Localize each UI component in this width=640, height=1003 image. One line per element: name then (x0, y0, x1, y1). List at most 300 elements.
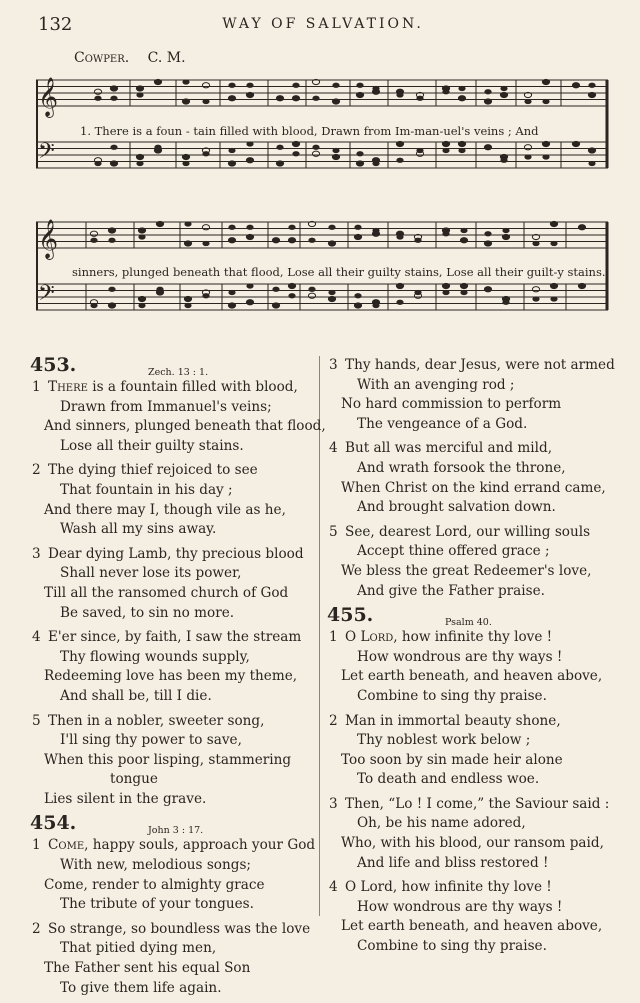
hymn-heading (30, 814, 312, 836)
note-head-icon (108, 228, 115, 233)
stanza-number: 2 (32, 462, 41, 479)
note-head-icon (246, 83, 253, 88)
note-head-icon (228, 290, 235, 295)
verse-text: Thy noblest work below ; (357, 732, 531, 749)
bass-clef-icon: 𝄢 (38, 139, 55, 169)
scripture-reference: John 3 : 17. (148, 825, 204, 837)
verse-text: Thy hands, dear Jesus, were not armed (345, 357, 615, 373)
note-head-icon (442, 283, 449, 288)
note-head-icon (396, 92, 403, 97)
stanza-number: 2 (329, 712, 338, 729)
scripture-reference: Zech. 13 : 1. (148, 367, 209, 378)
note-head-icon (578, 225, 585, 230)
note-head-icon (90, 238, 97, 243)
note-head-icon (372, 228, 379, 233)
verse-line (30, 584, 312, 604)
verse-text: Let earth beneath, and heaven above, (341, 668, 603, 685)
stanza (327, 356, 619, 434)
verse-line (30, 731, 312, 751)
verse-text: Who, with his blood, our ransom paid, (341, 835, 604, 852)
verse-line (327, 854, 619, 874)
stanza-number: 4 (32, 629, 41, 646)
note-head-icon (550, 241, 557, 246)
verse-line (30, 939, 312, 959)
note-head-icon (356, 161, 363, 166)
note-head-icon (458, 96, 465, 101)
stanza-number: 2 (32, 920, 41, 937)
verse-line (327, 898, 619, 918)
note-head-icon (182, 161, 189, 166)
verse-text: Man in immortal beauty shone, (345, 712, 561, 729)
column-divider (319, 356, 320, 916)
note-head-icon (532, 287, 539, 292)
verse-line (30, 667, 312, 687)
note-head-icon (532, 241, 539, 246)
note-head-icon (328, 225, 335, 230)
verse-text: Oh, be his name adored, (357, 815, 526, 832)
note-head-icon (416, 148, 423, 153)
note-head-icon (154, 79, 161, 84)
note-head-icon (90, 303, 97, 308)
note-head-icon (356, 151, 363, 156)
verse-text: When Christ on the kind errand came, (341, 479, 606, 496)
verse-text: And there may I, though vile as he, (44, 501, 286, 518)
verse-line (30, 437, 312, 457)
verse-line (327, 751, 619, 771)
verse-line (327, 523, 619, 543)
note-head-icon (308, 293, 315, 298)
verse-text: But all was merciful and mild, (345, 440, 553, 457)
verse-line (30, 712, 312, 732)
note-head-icon (458, 86, 465, 91)
note-head-icon (138, 303, 145, 308)
music-lyrics-line-2: sinners, plunged beneath that flood, Lose all their guilty stains, Lose all their guilt-y stains. (72, 265, 606, 279)
note-head-icon (108, 303, 115, 308)
stanza-number: 4 (329, 879, 338, 896)
left-column (30, 352, 326, 1003)
verse-text: E'er since, by faith, I saw the stream (48, 629, 302, 646)
note-head-icon (588, 161, 595, 166)
verse-text: Wash all my sins away. (60, 521, 217, 538)
note-head-icon (542, 99, 549, 104)
note-head-icon (458, 148, 465, 153)
verse-line (327, 562, 619, 582)
note-head-icon (246, 283, 253, 288)
stanza (30, 920, 312, 998)
note-head-icon (202, 99, 209, 104)
note-head-icon (354, 225, 361, 230)
note-head-icon (484, 145, 491, 150)
note-head-icon (484, 287, 491, 292)
note-head-icon (542, 154, 549, 159)
note-head-icon (228, 238, 235, 243)
verse-text: No hard commission to perform (341, 396, 562, 413)
verse-text: And life and bliss restored ! (357, 854, 549, 871)
verse-line (30, 979, 312, 999)
verse-text: Be saved, to sin no more. (60, 604, 235, 621)
verse-text: I'll sing thy power to save, (60, 732, 242, 749)
stanza (30, 378, 326, 456)
note-head-icon (108, 287, 115, 292)
note-head-icon (272, 238, 279, 243)
note-head-icon (500, 92, 507, 97)
verse-text: And shall be, till I die. (60, 687, 212, 704)
verse-text: is a fountain filled with blood, (87, 379, 298, 395)
note-head-icon (184, 221, 191, 226)
note-head-icon (94, 96, 101, 101)
verse-line (327, 376, 619, 396)
note-head-icon (184, 241, 191, 246)
note-head-icon (396, 300, 403, 305)
stanza (327, 628, 619, 706)
verse-text: With new, melodious songs; (60, 857, 252, 874)
note-head-icon (138, 228, 145, 233)
stanza-number: 3 (32, 545, 41, 562)
stanza (327, 878, 619, 956)
verse-line (30, 895, 312, 915)
verse-text: And give the Father praise. (357, 582, 545, 599)
note-head-icon (94, 89, 101, 94)
note-head-icon (442, 231, 449, 236)
verse-text: Lies silent in the grave. (44, 790, 207, 807)
note-head-icon (110, 86, 117, 91)
verse-line (327, 917, 619, 937)
verse-line (30, 604, 312, 624)
verse-text: The dying thief rejoiced to see (48, 462, 258, 479)
verse-text: Too soon by sin made heir alone (341, 751, 563, 768)
treble-clef-icon: 𝄞 (38, 219, 59, 259)
stanza-number: 5 (329, 523, 338, 540)
note-head-icon (502, 228, 509, 233)
note-head-icon (292, 96, 299, 101)
verse-line (327, 459, 619, 479)
verse-line (30, 545, 312, 565)
verse-line (327, 356, 619, 376)
note-head-icon (246, 300, 253, 305)
verse-text: Then in a nobler, sweeter song, (48, 712, 265, 729)
music-lyrics-line-1: 1. There is a foun - tain filled with blood, Drawn from Im-man-uel's veins ; And (80, 124, 539, 138)
note-head-icon (288, 225, 295, 230)
verse-line (30, 856, 312, 876)
note-head-icon (246, 141, 253, 146)
first-word: O Lord (345, 629, 394, 646)
verse-line (327, 395, 619, 415)
note-head-icon (460, 238, 467, 243)
verse-line (30, 648, 312, 668)
verse-line (30, 790, 312, 810)
hymn-number: 455. (327, 604, 374, 627)
verse-text: And sinners, plunged beneath that flood, (44, 418, 326, 435)
note-head-icon (588, 148, 595, 153)
note-head-icon (228, 225, 235, 230)
note-head-icon (416, 96, 423, 101)
note-head-icon (588, 92, 595, 97)
note-head-icon (202, 151, 209, 156)
hymn-heading (30, 356, 312, 378)
note-head-icon (110, 145, 117, 150)
verse-line (30, 687, 312, 707)
note-head-icon (396, 158, 403, 163)
note-head-icon (288, 293, 295, 298)
note-head-icon (228, 161, 235, 166)
note-head-icon (372, 161, 379, 166)
verse-line (30, 481, 312, 501)
stanza (327, 712, 619, 790)
note-head-icon (228, 148, 235, 153)
note-head-icon (588, 83, 595, 88)
first-word: There (48, 379, 88, 395)
note-head-icon (312, 151, 319, 156)
note-head-icon (500, 158, 507, 163)
note-head-icon (184, 296, 191, 301)
note-head-icon (550, 221, 557, 226)
stanza (327, 523, 619, 601)
verse-text: When this poor lisping, stammering (44, 751, 292, 768)
note-head-icon (414, 238, 421, 243)
note-head-icon (110, 161, 117, 166)
verse-line (327, 439, 619, 459)
note-head-icon (502, 300, 509, 305)
note-head-icon (484, 89, 491, 94)
note-head-icon (202, 225, 209, 230)
verse-line (30, 501, 312, 521)
hymn-number: 454. (30, 812, 77, 835)
verse-line (327, 648, 619, 668)
note-head-icon (110, 96, 117, 101)
verse-text: Come, render to almighty grace (44, 876, 265, 893)
note-head-icon (354, 234, 361, 239)
note-head-icon (442, 148, 449, 153)
verse-text: Let earth beneath, and heaven above, (341, 918, 603, 935)
verse-line (30, 398, 312, 418)
note-head-icon (312, 145, 319, 150)
note-head-icon (460, 228, 467, 233)
note-head-icon (502, 234, 509, 239)
verse-line (327, 814, 619, 834)
note-head-icon (156, 287, 163, 292)
note-head-icon (246, 158, 253, 163)
note-head-icon (292, 141, 299, 146)
note-head-icon (332, 148, 339, 153)
note-head-icon (354, 293, 361, 298)
verse-text: See, dearest Lord, our willing souls (345, 523, 591, 540)
verse-text: How wondrous are thy ways ! (357, 898, 563, 915)
verse-text: Lose all their guilty stains. (60, 437, 244, 454)
verse-line (327, 834, 619, 854)
verse-text: The vengeance of a God. (357, 415, 528, 432)
verse-text: That fountain in his day ; (60, 481, 233, 498)
note-head-icon (136, 92, 143, 97)
note-head-icon (460, 283, 467, 288)
note-head-icon (272, 287, 279, 292)
verse-line (327, 479, 619, 499)
note-head-icon (542, 79, 549, 84)
note-head-icon (332, 99, 339, 104)
page-header (38, 14, 608, 38)
tune-meter: C. M. (147, 50, 186, 66)
note-head-icon (524, 99, 531, 104)
hymn-number: 453. (30, 354, 77, 376)
note-head-icon (138, 234, 145, 239)
right-column (327, 356, 619, 962)
note-head-icon (484, 99, 491, 104)
verse-line (30, 751, 312, 771)
note-head-icon (484, 241, 491, 246)
stanza (30, 836, 316, 914)
note-head-icon (550, 296, 557, 301)
verse-text: Accept thine offered grace ; (357, 543, 550, 560)
note-head-icon (550, 283, 557, 288)
verse-line (30, 770, 312, 790)
note-head-icon (442, 89, 449, 94)
stanza (327, 795, 619, 873)
first-word: Come (48, 837, 85, 854)
note-head-icon (136, 154, 143, 159)
note-head-icon (246, 92, 253, 97)
verse-line (327, 712, 619, 732)
note-head-icon (136, 161, 143, 166)
note-head-icon (202, 83, 209, 88)
verse-text: And wrath forsook the throne, (357, 459, 566, 476)
note-head-icon (372, 303, 379, 308)
note-head-icon (156, 221, 163, 226)
stanza (30, 545, 312, 623)
note-head-icon (396, 141, 403, 146)
note-head-icon (572, 141, 579, 146)
note-head-icon (228, 83, 235, 88)
note-head-icon (458, 141, 465, 146)
note-head-icon (138, 296, 145, 301)
note-head-icon (442, 290, 449, 295)
verse-line (30, 876, 312, 896)
verse-line (327, 770, 619, 790)
stanza-number: 1 (32, 379, 41, 395)
treble-clef-icon: 𝄞 (38, 77, 59, 117)
note-head-icon (524, 145, 531, 150)
verse-text: Thy flowing wounds supply, (60, 648, 250, 665)
verse-line (327, 542, 619, 562)
stanza-number: 1 (32, 837, 41, 854)
note-head-icon (308, 287, 315, 292)
verse-line (327, 582, 619, 602)
note-head-icon (182, 154, 189, 159)
note-head-icon (484, 231, 491, 236)
verse-text: Combine to sing thy praise. (357, 687, 547, 704)
note-head-icon (246, 225, 253, 230)
stanza-number: 3 (329, 795, 338, 812)
note-head-icon (578, 283, 585, 288)
verse-text: Dear dying Lamb, thy precious blood (48, 545, 304, 562)
note-head-icon (532, 296, 539, 301)
verse-text: And brought salvation down. (357, 499, 556, 516)
verse-line (327, 731, 619, 751)
note-head-icon (354, 303, 361, 308)
verse-line (327, 415, 619, 435)
note-head-icon (182, 79, 189, 84)
verse-text: Then, “Lo ! I come,” the Saviour said : (345, 795, 610, 812)
note-head-icon (500, 86, 507, 91)
verse-text: , happy souls, approach your God (84, 837, 316, 854)
note-head-icon (396, 283, 403, 288)
note-head-icon (108, 238, 115, 243)
verse-text: So strange, so boundless was the love (48, 920, 311, 937)
note-head-icon (328, 296, 335, 301)
verse-text: Till all the ransomed church of God (44, 584, 289, 601)
note-head-icon (292, 83, 299, 88)
verse-line (327, 937, 619, 957)
note-head-icon (442, 141, 449, 146)
verse-text: The tribute of your tongues. (60, 896, 254, 913)
note-head-icon (246, 234, 253, 239)
note-head-icon (90, 231, 97, 236)
verse-line (30, 920, 312, 940)
note-head-icon (94, 161, 101, 166)
page-number: 132 (38, 14, 73, 35)
note-head-icon (276, 161, 283, 166)
stanza-number: 1 (329, 629, 338, 646)
note-head-icon (202, 241, 209, 246)
note-head-icon (372, 86, 379, 91)
note-head-icon (328, 290, 335, 295)
note-head-icon (202, 293, 209, 298)
stanza-number: 3 (329, 357, 338, 373)
note-head-icon (572, 83, 579, 88)
note-head-icon (276, 145, 283, 150)
tune-heading (74, 50, 186, 66)
hymn-heading (327, 606, 619, 628)
verse-line (327, 795, 619, 815)
note-head-icon (154, 145, 161, 150)
verse-line (30, 628, 312, 648)
verse-line (30, 520, 312, 540)
verse-line (30, 564, 312, 584)
note-head-icon (460, 290, 467, 295)
verse-line (327, 878, 619, 898)
note-head-icon (276, 96, 283, 101)
verse-text: We bless the great Redeemer's love, (341, 562, 592, 579)
note-head-icon (356, 83, 363, 88)
verse-line (30, 461, 312, 481)
bass-clef-icon: 𝄢 (38, 281, 55, 311)
stanza (30, 461, 312, 539)
note-head-icon (332, 154, 339, 159)
verse-text: To give them life again. (60, 979, 222, 996)
verse-line (327, 667, 619, 687)
note-head-icon (414, 290, 421, 295)
verse-text: That pitied dying men, (60, 940, 217, 957)
tune-author: Cowper. (74, 50, 130, 66)
note-head-icon (136, 86, 143, 91)
note-head-icon (308, 238, 315, 243)
verse-line (30, 417, 326, 437)
note-head-icon (228, 303, 235, 308)
verse-text: O Lord, how infinite thy love ! (345, 879, 552, 896)
note-head-icon (312, 96, 319, 101)
note-head-icon (542, 141, 549, 146)
verse-line (30, 959, 312, 979)
note-head-icon (228, 96, 235, 101)
stanza (30, 712, 312, 810)
verse-text: , how infinite thy love ! (393, 629, 553, 646)
stanza-number: 5 (32, 712, 41, 729)
verse-text: Drawn from Immanuel's veins; (60, 398, 272, 415)
note-head-icon (184, 303, 191, 308)
note-head-icon (288, 238, 295, 243)
note-head-icon (356, 92, 363, 97)
note-head-icon (396, 234, 403, 239)
note-head-icon (288, 283, 295, 288)
verse-text: Combine to sing thy praise. (357, 938, 547, 955)
